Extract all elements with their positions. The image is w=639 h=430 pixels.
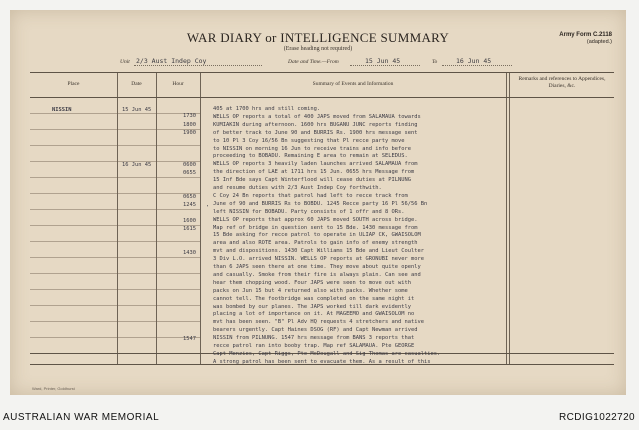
summary-line: of better track to June 90 and BURRIS Rs. 1900 hrs message sent — [213, 129, 418, 136]
row-rule — [117, 209, 156, 210]
form-note: (adapted.) — [586, 39, 612, 45]
row-rule — [30, 241, 117, 242]
diary-page — [10, 10, 626, 395]
col-header-remarks: Remarks and references to Appendices, Diaries, &c. — [518, 76, 606, 89]
row-rule — [156, 145, 200, 146]
row-rule — [30, 161, 117, 162]
from-underline — [350, 65, 420, 66]
row-rule — [30, 113, 117, 114]
col-header-place: Place — [67, 81, 80, 87]
summary-line: to 10 Pl 3 Coy 16/56 Bn suggesting that Pl recce party move — [213, 137, 405, 144]
row-rule — [117, 225, 156, 226]
summary-line: the direction of LAE at 1711 hrs 15 Jun. 0655 hrs Message from — [213, 169, 415, 176]
date-entry-1: 15 Jun 45 — [122, 107, 152, 113]
summary-line: KUMIAKIN during afternoon. 1600 hrs BUGANU JUNC reports finding — [213, 121, 418, 128]
row-rule — [117, 241, 156, 242]
summary-line: was bombed by our planes. The JAPS worked till dark evidently — [213, 303, 411, 310]
summary-line: than 6 JAPS seen there at one time. They move about quite openly — [213, 264, 421, 270]
row-rule — [30, 257, 117, 258]
archive-footer — [0, 398, 639, 430]
summary-line: cannot tell. The footbridge was completed on the same night it — [213, 295, 415, 302]
row-rule — [30, 145, 117, 146]
date-time-label: Date and Time.—From — [288, 59, 339, 65]
row-rule — [117, 129, 156, 130]
summary-line: left NISSIN for BOBADU. Party consists of 1 offr and 8 ORs. — [213, 208, 405, 215]
row-rule — [30, 193, 117, 194]
summary-line: June of 90 and BURRIS Rs to BOBDU. 1245 Recce party 16 Pl 56/56 Bn — [213, 200, 428, 207]
row-rule — [117, 257, 156, 258]
row-rule — [117, 177, 156, 178]
summary-line: 405 at 1700 hrs and still coming. — [213, 106, 321, 112]
summary-line: 15 Bde asking for recce patrol to operate in ULIAP CK, GWAISOLOM — [213, 232, 421, 239]
summary-line: A strong patrol has been sent to evacuate them. As a result of this — [213, 358, 431, 365]
hour-entry: 1547 — [183, 336, 196, 342]
unit-underline — [134, 65, 262, 66]
summary-line: packs on Jun 15 but 4 returned also with packs. Whether some — [213, 287, 408, 294]
header-rule — [30, 97, 614, 98]
summary-line: mvt has been seen. "B" Pl Adv HQ requests 4 stretchers and native — [213, 319, 424, 326]
row-rule — [117, 193, 156, 194]
summary-line: and resume duties with 2/3 Aust Indep Coy forthwith. — [213, 185, 382, 191]
hour-entry: 0650 — [183, 194, 196, 200]
unit-value: 2/3 Aust Indep Coy — [136, 57, 207, 65]
hour-entry: 1900 — [183, 130, 196, 136]
unit-label: Unit — [120, 59, 130, 65]
form-number: Army Form C.2118 — [559, 32, 612, 38]
hour-entry: 1615 — [183, 226, 196, 232]
summary-line: NISSIN from PILNUNG. 1547 hrs message from BANS 3 reports that — [213, 335, 415, 342]
diary-table — [30, 72, 614, 365]
col-header-hour: Hour — [172, 81, 184, 87]
col-header-date: Date — [131, 81, 142, 87]
row-rule — [117, 289, 156, 290]
comma-mark: , — [206, 202, 210, 208]
row-rule — [156, 273, 200, 274]
summary-line: Map ref of bridge in question sent to 15 Bde. 1430 message from — [213, 224, 418, 231]
row-rule — [117, 145, 156, 146]
hour-entry: 0600 — [183, 162, 196, 168]
summary-line: 3 Div L.O. arrived NISSIN. WELLS OP reports at GRONUBI never more — [213, 256, 424, 263]
row-rule — [30, 129, 117, 130]
form-number-block — [559, 32, 612, 46]
row-rule — [156, 289, 200, 290]
hour-entry: 1730 — [183, 113, 196, 119]
row-rule — [117, 337, 156, 338]
summary-line: area and also ROTE area. Patrols to gain info of enemy strength — [213, 240, 418, 247]
row-rule — [30, 337, 117, 338]
row-rule — [156, 321, 200, 322]
row-rule — [156, 305, 200, 306]
summary-line: WELLS OP reports a total of 400 JAPS moved from SALAMAUA towards — [213, 113, 421, 120]
summary-line: proceeding to BOBADU. Remaining E area to remain at SELEDUS. — [213, 153, 408, 160]
date-entry-2: 16 Jun 45 — [122, 162, 152, 168]
from-date: 15 Jun 45 — [365, 57, 401, 65]
summary-line: mvt and dispositions. 1430 Capt Williams 15 Bde and Lieut Coulter — [213, 248, 424, 255]
record-id: RCDIG1022720 — [559, 412, 635, 423]
to-date: 16 Jun 45 — [456, 57, 492, 65]
row-rule — [30, 177, 117, 178]
summary-line: to NISSIN on morning 16 Jun to receive trains and info before — [213, 145, 411, 152]
row-rule — [30, 225, 117, 226]
hour-entry: 1245 — [183, 202, 196, 208]
hour-entry: 0655 — [183, 170, 196, 176]
institution-name: AUSTRALIAN WAR MEMORIAL — [3, 412, 160, 423]
hour-entry: 1430 — [183, 250, 196, 256]
col-divider-hour — [200, 73, 201, 364]
summary-line: bearers urgently. Capt Haines DSOG (RF) and Capt Newman arrived — [213, 327, 418, 334]
row-rule — [30, 305, 117, 306]
place-entry: NISSIN — [52, 107, 72, 113]
row-rule — [156, 241, 200, 242]
row-rule — [30, 273, 117, 274]
to-label: To — [432, 59, 438, 65]
summary-line: WELLS OP reports that approx 60 JAPS moved SOUTH across bridge. — [213, 216, 418, 223]
summary-line: 15 Inf Bde says Capt Winterflood will cease duties at PILNUNG — [213, 177, 411, 184]
row-rule — [30, 289, 117, 290]
form-title: WAR DIARY or INTELLIGENCE SUMMARY — [186, 30, 450, 45]
row-rule — [30, 321, 117, 322]
col-divider-summary — [506, 73, 510, 364]
col-header-summary: Summary of Events and Information — [312, 81, 394, 87]
summary-line: placing a lot of importance on it. At MAGEEMO and GWAISOLOM no — [213, 311, 415, 318]
row-rule — [117, 273, 156, 274]
summary-line: recce patrol ran into booby trap. Map ref SALAMAUA. Pte GEORGE — [213, 343, 415, 349]
hour-entry: 1800 — [183, 122, 196, 128]
printer-imprint: Ward, Printer, Goldhurst — [32, 386, 75, 391]
summary-line: C Coy 24 Bn reports that patrol had left to recce track from — [213, 192, 408, 199]
to-underline — [442, 65, 512, 66]
summary-line: Capt Menzies, Capt Riggs, Pte McDougall and Sig Thomas are casualties. — [213, 350, 441, 357]
summary-line: WELLS OP reports 3 heavily laden launches arrived SALAMAUA from — [213, 161, 418, 168]
row-rule — [117, 305, 156, 306]
row-rule — [30, 209, 117, 210]
summary-line: hear them chopping wood. Four JAPS were seen to move out with — [213, 279, 411, 286]
row-rule — [117, 321, 156, 322]
hour-entry: 1600 — [183, 218, 196, 224]
summary-line: and casually. Smoke from their fire is always plain. Can see and — [213, 271, 421, 278]
form-subtitle: (Erase heading not required) — [283, 46, 353, 52]
